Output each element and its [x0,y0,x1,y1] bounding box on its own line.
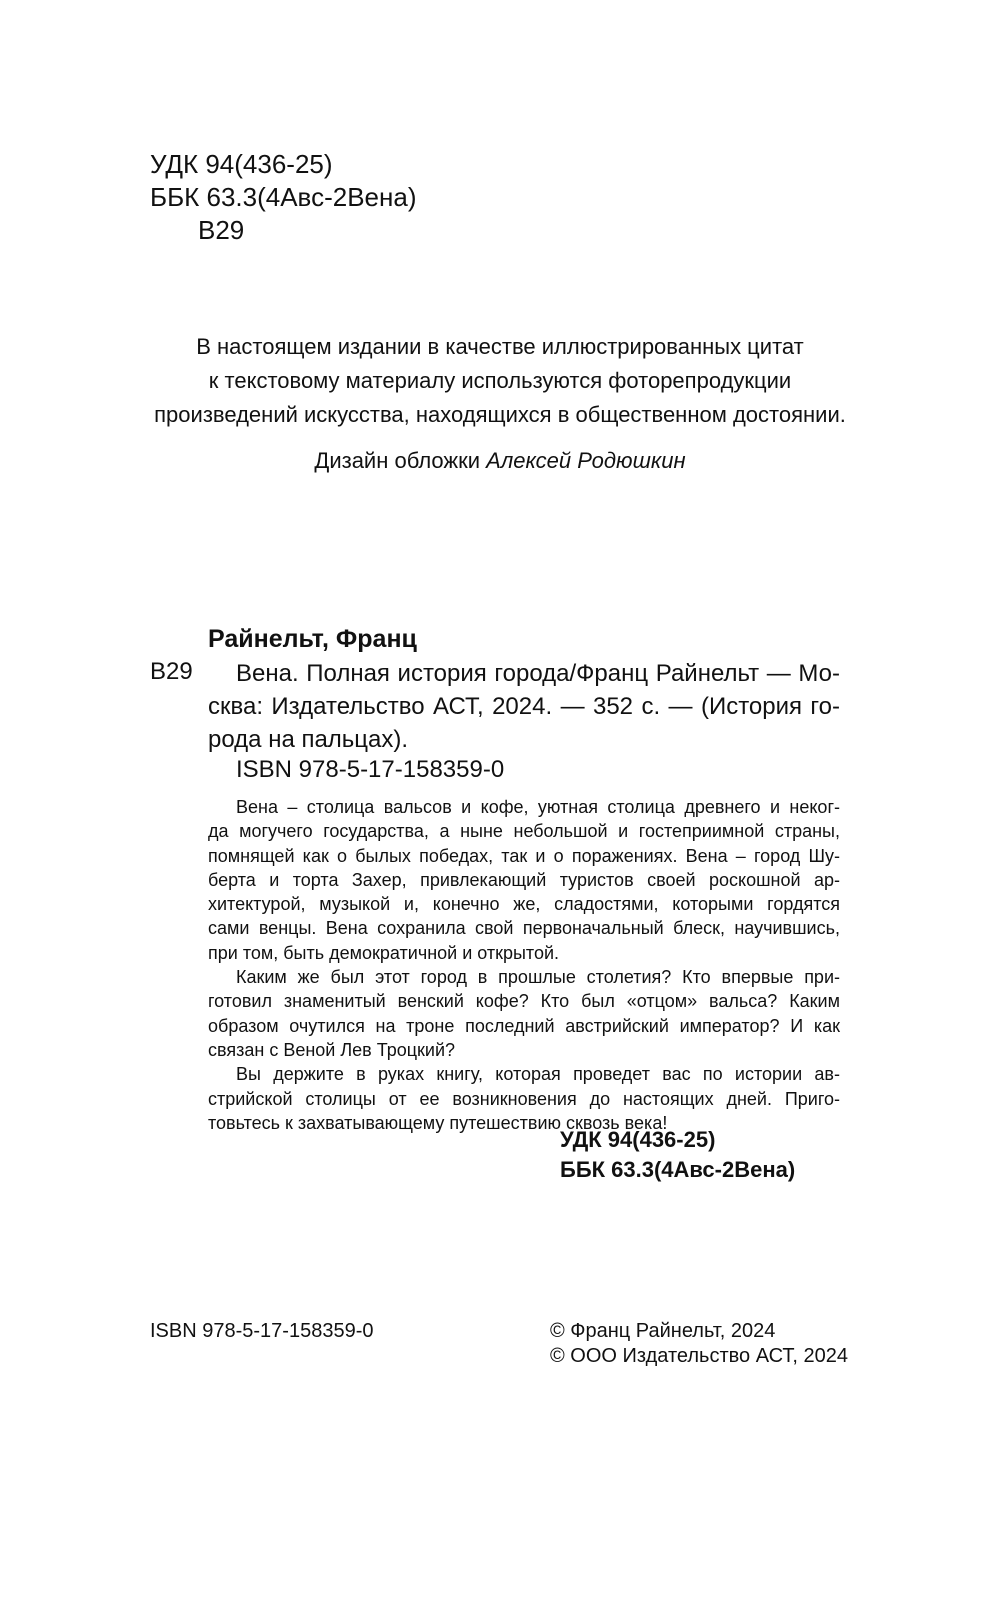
bbk-code: ББК 63.3(4Авс-2Вена) [150,182,417,212]
biblio-line: рода на пальцах). [208,726,409,753]
classification-top [150,148,416,247]
copyright-block [550,1319,848,1369]
abstract-line: готовил знаменитый венский кофе? Кто был «отцом» вальса? Каким [208,991,840,1012]
udk-code-bottom: УДК 94(436-25) [560,1127,716,1152]
abstract-line: при том, быть демократичной и открытой. [208,942,560,963]
author-mark: В29 [198,215,245,245]
author-heading: Райнельт, Франц [208,625,417,653]
designer-name: Алексей Родюшкин [486,448,686,473]
abstract-line: связан с Веной Лев Троцкий? [208,1039,456,1060]
abstract-line: товьтесь к захватывающему путешествию сквозь века! [208,1112,668,1133]
abstract-line: Вена – столица вальсов и кофе, уютная столица древнего и неког- [236,797,840,817]
notice-line: произведений искусства, находящихся в общественном достоянии. [154,402,846,427]
notice-line: к текстовому материалу используются фоторепродукции [208,368,792,393]
abstract-line: да могучего государства, а ныне небольшой и гостеприимной страны, [208,821,840,842]
biblio-author-mark: В29 [150,658,193,685]
book-abstract [208,795,840,1135]
biblio-line: сква: Издательство АСТ, 2024. — 352 с. — (История го- [208,693,840,720]
udk-code: УДК 94(436-25) [150,149,333,179]
abstract-line: хитектурой, музыкой и, конечно же, сладостями, которыми гордятся [208,894,840,915]
notice-line: В настоящем издании в качестве иллюстрированных цитат [196,334,804,359]
abstract-line: стрийской столицы от ее возникновения до настоящих дней. Приго- [208,1088,840,1109]
classification-bottom [560,1125,840,1185]
abstract-line: Вы держите в руках книгу, которая проведет вас по истории ав- [236,1064,840,1085]
abstract-line: сами венцы. Вена сохранила свой первоначальный блеск, научившись, [208,918,840,939]
abstract-line: берта и торта Захер, привлекающий туристов своей роскошной ар- [208,869,840,890]
copyright-publisher: © ООО Издательство АСТ, 2024 [550,1345,848,1367]
biblio-isbn: ISBN 978-5-17-158359-0 [236,756,505,783]
abstract-line: Каким же был этот город в прошлые столетия? Кто впервые при- [236,967,840,988]
design-credit-label: Дизайн обложки [314,448,481,473]
biblio-line: Вена. Полная история города/Франц Райнельт — Мо- [236,660,840,687]
bbk-code-bottom: ББК 63.3(4Авс-2Вена) [560,1157,796,1182]
copyright-author: © Франц Райнельт, 2024 [550,1320,776,1342]
abstract-line: образом очутился на троне последний австрийский император? И как [208,1015,840,1036]
design-credit [100,444,900,478]
abstract-line: помнящей как о былых победах, так и о поражениях. Вена – город Шу- [208,845,840,866]
footer-isbn: ISBN 978-5-17-158359-0 [150,1320,374,1342]
bibliographic-description [208,657,840,756]
reproduction-notice [100,330,900,432]
